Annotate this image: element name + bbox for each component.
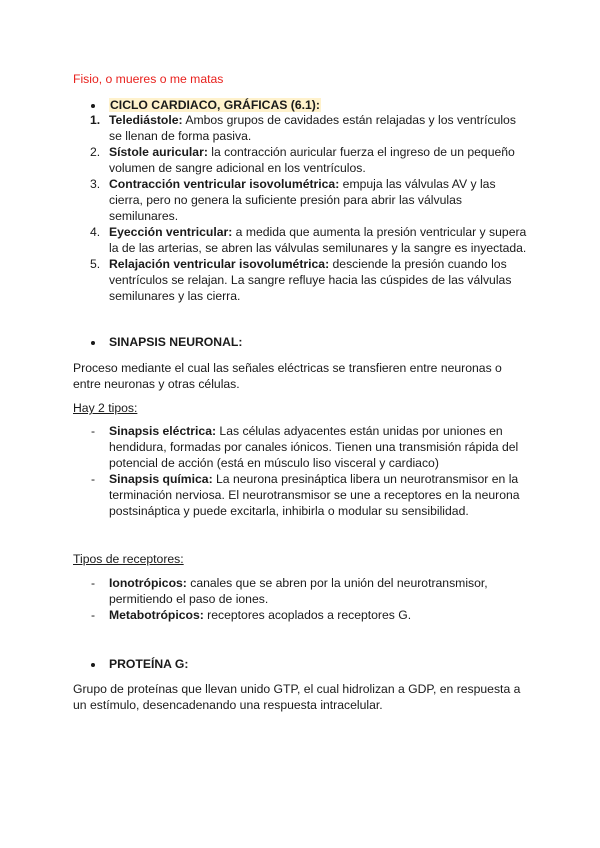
list-item: Metabotrópicos: receptores acoplados a receptores G. [109, 608, 412, 622]
list-number: 2. [90, 145, 101, 159]
list-item-line: postsináptica y puede excitarla, inhibirla o modular su sensibilidad. [109, 504, 469, 518]
list-item: Telediástole: Ambos grupos de cavidades están relajadas y los ventrículos [109, 113, 516, 127]
bullet-icon [91, 104, 95, 108]
paragraph-line: entre neuronas y otras células. [73, 377, 240, 391]
paragraph-line: un estímulo, desencadenando una respuesta intracelular. [73, 698, 383, 712]
list-item: Ionotrópicos: canales que se abren por la unión del neurotransmisor, [109, 576, 488, 590]
dash-icon: - [91, 608, 96, 622]
list-item-line: semilunares y las cierra. [109, 289, 241, 303]
list-item: Eyección ventricular: a medida que aumenta la presión ventricular y supera [109, 225, 527, 239]
list-item: Relajación ventricular isovolumétrica: desciende la presión cuando los [109, 257, 507, 271]
subheading-tipos: Hay 2 tipos: [73, 401, 138, 415]
bullet-icon [91, 341, 95, 345]
section-heading-proteina: PROTEÍNA G: [109, 657, 189, 671]
dash-icon: - [91, 576, 96, 590]
paragraph-line: Proceso mediante el cual las señales eléctricas se transfieren entre neuronas o [73, 361, 502, 375]
list-item-line: se llenan de forma pasiva. [109, 129, 252, 143]
list-number: 1. [90, 113, 101, 127]
list-item-line: cierra, pero no genera la suficiente presión para abrir las válvulas [109, 193, 462, 207]
dash-icon: - [91, 472, 96, 486]
list-item-line: semilunares. [109, 209, 179, 223]
list-item-line: ventrículos se relajan. La sangre refluye hacia las cúspides de las válvulas [109, 273, 512, 287]
list-item: Sinapsis química: La neurona presináptica libera un neurotransmisor en la [109, 472, 519, 486]
list-item-line: volumen de sangre adicional en los ventrículos. [109, 161, 366, 175]
list-number: 3. [90, 177, 101, 191]
list-number: 5. [90, 257, 101, 271]
list-item-line: terminación nerviosa. El neurotransmisor se une a receptores en la neurona [109, 488, 520, 502]
paragraph-line: Grupo de proteínas que llevan unido GTP, el cual hidrolizan a GDP, en respuesta a [73, 682, 521, 696]
list-item-line: hendidura, formadas por canales iónicos. Tienen una transmisión rápida del [109, 440, 519, 454]
list-number: 4. [90, 225, 101, 239]
document-title: Fisio, o mueres o me matas [73, 72, 224, 86]
list-item-line: permitiendo el paso de iones. [109, 592, 269, 606]
list-item-line: potencial de acción (está en músculo liso visceral y cardiaco) [109, 456, 439, 470]
list-item: Contracción ventricular isovolumétrica: empuja las válvulas AV y las [109, 177, 496, 191]
section-heading-sinapsis: SINAPSIS NEURONAL: [109, 335, 243, 349]
subheading-receptores: Tipos de receptores: [73, 552, 184, 566]
list-item: Sinapsis eléctrica: Las células adyacentes están unidas por uniones en [109, 424, 503, 438]
list-item-line: la de las arterias, se abren las válvulas semilunares y la sangre es inyectada. [109, 241, 527, 255]
bullet-icon [91, 663, 95, 667]
section-heading-ciclo: CICLO CARDIACO, GRÁFICAS (6.1): [110, 98, 320, 112]
dash-icon: - [91, 424, 96, 438]
list-item: Sístole auricular: la contracción auricular fuerza el ingreso de un pequeño [109, 145, 515, 159]
